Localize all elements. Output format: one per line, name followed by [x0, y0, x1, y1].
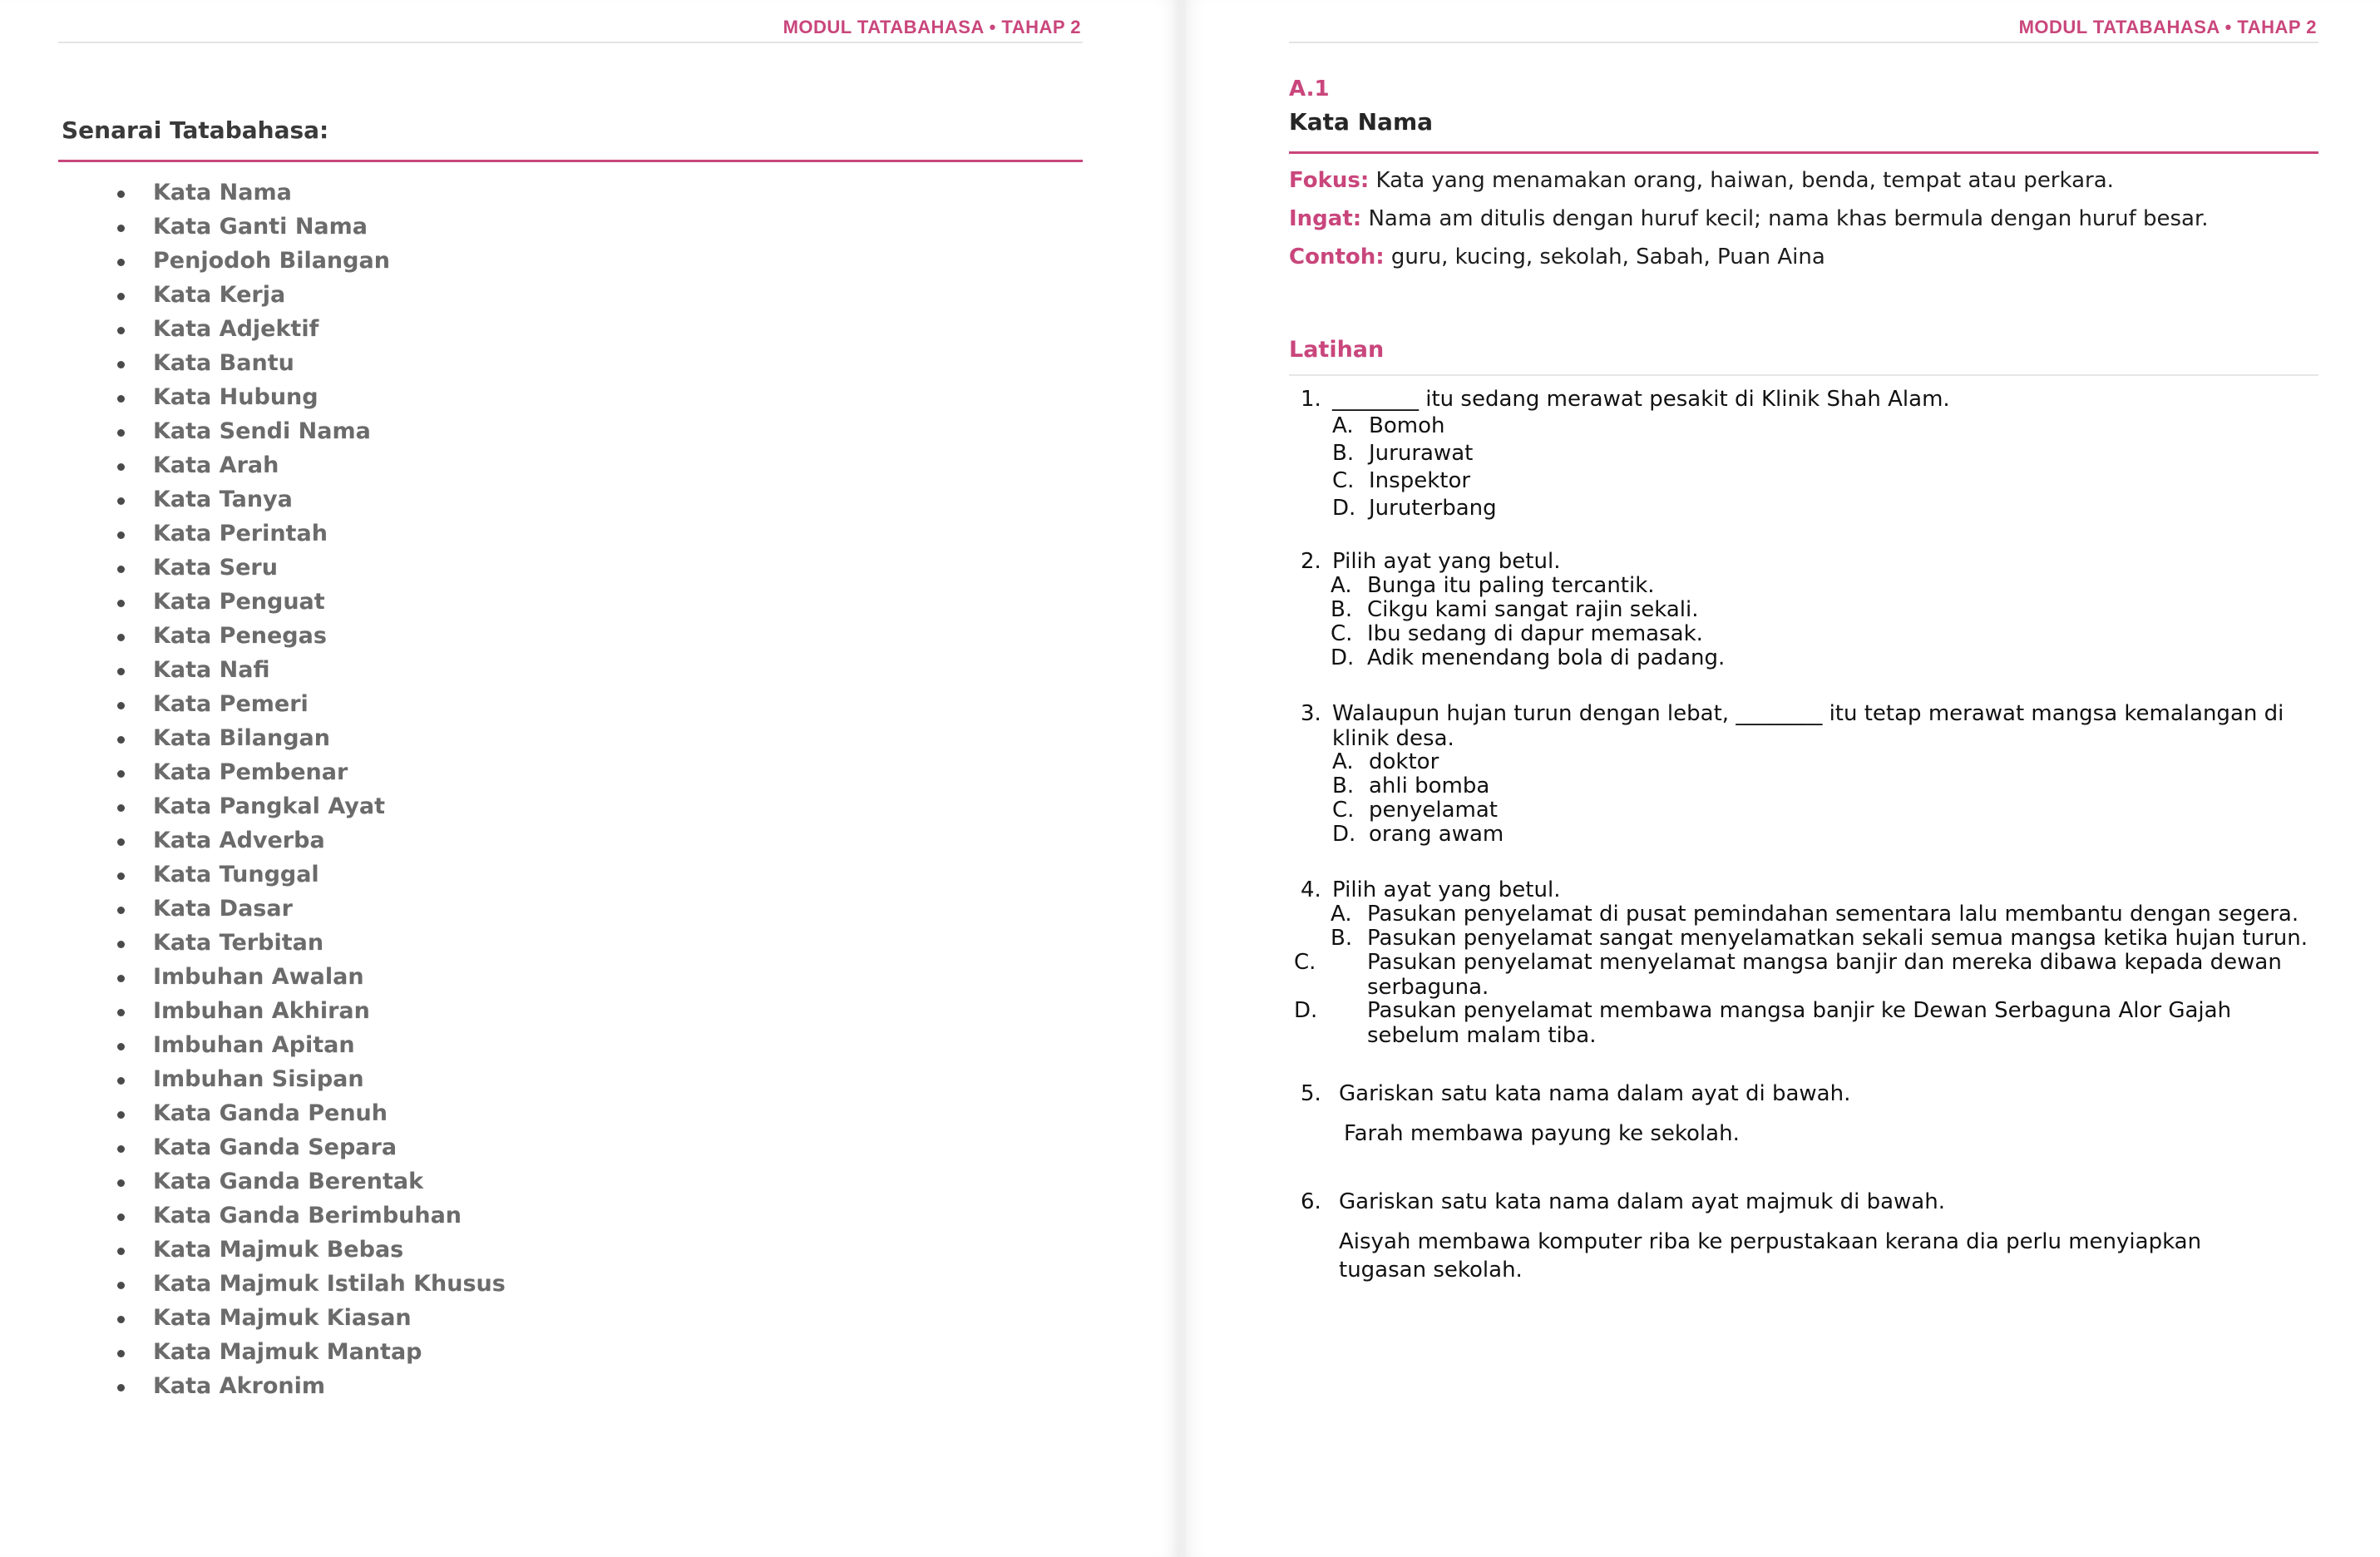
- grammar-list-item: Kata Seru: [0, 551, 506, 585]
- grammar-list-item: Kata Hubung: [0, 380, 506, 414]
- grammar-list-item: Kata Ganda Berimbuhan: [0, 1199, 506, 1233]
- header-divider: [58, 42, 1083, 43]
- ingat-note: [1289, 206, 2209, 231]
- grammar-list-item: Kata Pangkal Ayat: [0, 789, 506, 823]
- question-number: 1.: [1301, 387, 1321, 412]
- running-header: MODUL TATABAHASA • TAHAP 2: [783, 17, 1081, 37]
- grammar-list-item: Kata Bilangan: [0, 721, 506, 755]
- question-number: 3.: [1301, 701, 1321, 726]
- grammar-list-item: Imbuhan Awalan: [0, 960, 506, 994]
- grammar-list-item: Kata Nafi: [0, 653, 506, 687]
- section-divider: [1289, 151, 2318, 154]
- right-page: [1186, 0, 2380, 1557]
- grammar-list-item: Kata Arah: [0, 448, 506, 482]
- option-d: D. orang awam: [1332, 822, 1504, 847]
- ingat-label: Ingat:: [1289, 206, 1362, 231]
- grammar-list-item: Kata Sendi Nama: [0, 414, 506, 448]
- ingat-text: Nama am ditulis dengan huruf kecil; nama khas bermula dengan huruf besar.: [1368, 206, 2209, 231]
- grammar-list-item: Kata Majmuk Mantap: [0, 1335, 506, 1369]
- fokus-label: Fokus:: [1289, 168, 1370, 193]
- section-title: Kata Nama: [1289, 108, 1434, 136]
- question-stem: ________ itu sedang merawat pesakit di Klinik Shah Alam.: [1332, 387, 1950, 412]
- fokus-text: Kata yang menamakan orang, haiwan, benda, tempat atau perkara.: [1375, 168, 2114, 193]
- question-5-sentence: Farah membawa payung ke sekolah.: [1344, 1121, 1740, 1146]
- fokus-note: [1289, 168, 2114, 193]
- section-code: A.1: [1289, 77, 1330, 101]
- grammar-list-item: Kata Ganda Penuh: [0, 1096, 506, 1130]
- option-d: D. Juruterbang: [1332, 496, 1497, 521]
- question-number: 6.: [1301, 1189, 1321, 1214]
- question-stem: Walaupun hujan turun dengan lebat, ________ itu tetap merawat mangsa kemalangan di klinik desa.: [1332, 701, 2284, 751]
- option-b: B. Cikgu kami sangat rajin sekali.: [1331, 597, 1699, 622]
- grammar-list-item: Kata Penegas: [0, 619, 506, 653]
- grammar-list-item: Kata Bantu: [0, 346, 506, 380]
- title-divider: [58, 160, 1083, 162]
- option-a: A. Bomoh: [1332, 413, 1445, 438]
- contoh-note: [1289, 245, 1825, 269]
- grammar-list: [0, 175, 506, 1403]
- question-6-sentence: Aisyah membawa komputer riba ke perpustakaan kerana dia perlu menyiapkan tugasan sekolah.: [1339, 1229, 2202, 1283]
- question-number: 2.: [1301, 549, 1321, 574]
- grammar-list-item: Imbuhan Apitan: [0, 1028, 506, 1062]
- option-b: B. Jururawat: [1332, 441, 1474, 466]
- question-stem: Gariskan satu kata nama dalam ayat di bawah.: [1339, 1081, 1851, 1106]
- question-2: [1301, 549, 2299, 682]
- grammar-list-title: Senarai Tatabahasa:: [62, 116, 329, 144]
- option-b: B. ahli bomba: [1332, 774, 1490, 798]
- grammar-list-item: Kata Adjektif: [0, 312, 506, 346]
- contoh-text: guru, kucing, sekolah, Sabah, Puan Aina: [1390, 245, 1825, 269]
- grammar-list-item: Kata Akronim: [0, 1369, 506, 1403]
- grammar-list-item: Kata Nama: [0, 175, 506, 210]
- option-a: A. doktor: [1332, 749, 1439, 774]
- grammar-list-item: Penjodoh Bilangan: [0, 244, 506, 278]
- left-page: [0, 0, 1179, 1557]
- grammar-list-item: Kata Tunggal: [0, 858, 506, 892]
- grammar-list-item: Kata Tanya: [0, 482, 506, 517]
- question-number: 4.: [1301, 877, 1321, 902]
- grammar-list-item: Kata Majmuk Bebas: [0, 1233, 506, 1267]
- option-c: C. Inspektor: [1332, 468, 1471, 493]
- question-stem: Pilih ayat yang betul.: [1332, 549, 1561, 574]
- latihan-divider: [1289, 374, 2318, 376]
- option-a: A. Pasukan penyelamat di pusat pemindahan sementara lalu membantu dengan segera.: [1331, 902, 2299, 927]
- option-c: C. Pasukan penyelamat menyelamat mangsa banjir dan mereka dibawa kepada dewan serbaguna.: [1294, 950, 2282, 1000]
- grammar-list-item: Kata Terbitan: [0, 926, 506, 960]
- grammar-list-item: Kata Penguat: [0, 585, 506, 619]
- option-c: C. penyelamat: [1332, 798, 1498, 823]
- question-6: [1301, 1189, 2299, 1223]
- option-b: B. Pasukan penyelamat sangat menyelamatkan sekali semua mangsa ketika hujan turun.: [1331, 926, 2308, 951]
- grammar-list-item: Kata Pemeri: [0, 687, 506, 721]
- grammar-list-item: Kata Perintah: [0, 517, 506, 551]
- question-stem: Pilih ayat yang betul.: [1332, 877, 1561, 902]
- grammar-list-item: Kata Majmuk Istilah Khusus: [0, 1267, 506, 1301]
- grammar-list-item: Kata Ganti Nama: [0, 210, 506, 244]
- option-a: A. Bunga itu paling tercantik.: [1331, 573, 1655, 598]
- option-d: D. Adik menendang bola di padang.: [1331, 645, 1726, 670]
- grammar-list-item: Kata Adverba: [0, 823, 506, 858]
- grammar-list-item: Kata Pembenar: [0, 755, 506, 789]
- header-divider: [1289, 42, 2318, 43]
- question-1: [1301, 387, 2299, 528]
- grammar-list-item: Kata Ganda Separa: [0, 1130, 506, 1164]
- grammar-list-item: Kata Kerja: [0, 278, 506, 312]
- grammar-list-item: Imbuhan Akhiran: [0, 994, 506, 1028]
- question-4: [1294, 877, 2315, 1060]
- question-stem: Gariskan satu kata nama dalam ayat majmuk di bawah.: [1339, 1189, 1945, 1214]
- grammar-list-item: Kata Majmuk Kiasan: [0, 1301, 506, 1335]
- grammar-list-item: Kata Ganda Berentak: [0, 1164, 506, 1199]
- grammar-list-item: Imbuhan Sisipan: [0, 1062, 506, 1096]
- latihan-title: Latihan: [1289, 337, 1385, 363]
- question-3: [1301, 701, 2315, 859]
- running-header: MODUL TATABAHASA • TAHAP 2: [2018, 17, 2317, 37]
- option-d: D. Pasukan penyelamat membawa mangsa banjir ke Dewan Serbaguna Alor Gajah sebelum malam tiba.: [1294, 998, 2232, 1048]
- grammar-list-item: Kata Dasar: [0, 892, 506, 926]
- contoh-label: Contoh:: [1289, 245, 1385, 269]
- option-c: C. Ibu sedang di dapur memasak.: [1331, 621, 1703, 646]
- question-number: 5.: [1301, 1081, 1321, 1106]
